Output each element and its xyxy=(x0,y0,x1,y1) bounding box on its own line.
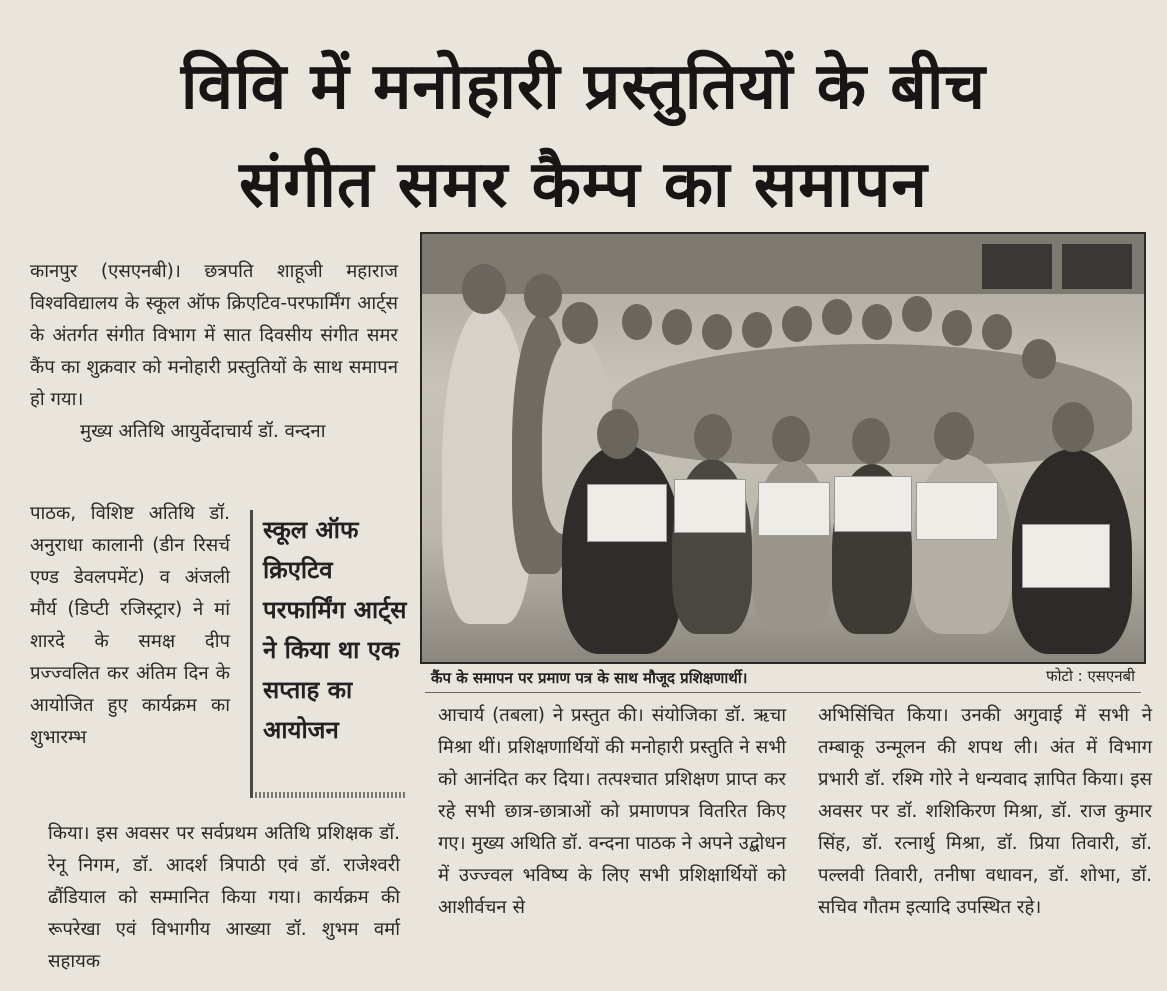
photo-head xyxy=(1052,402,1094,452)
photo-head xyxy=(562,302,598,344)
article-paragraph-2-start: मुख्य अतिथि आयुर्वेदाचार्य डॉ. वन्दना xyxy=(80,421,326,442)
photo-head xyxy=(702,314,732,350)
article-paragraph-1: कानपुर (एसएनबी)। छत्रपति शाहूजी महाराज विश्वविद्यालय के स्कूल ऑफ क्रिएटिव-परफार्मिंग आर्ट्स के अंतर्गत संगीत विभाग में सात दिवसीय संगीत समर कैंप का शुक्रवार को मनोहारी प्रस्तुतियों के साथ समापन हो गया। xyxy=(30,261,398,410)
photo-window xyxy=(1062,244,1132,289)
article-paragraph-col2: आचार्य (तबला) ने प्रस्तुत की। संयोजिका डॉ. ऋचा मिश्रा थीं। प्रशिक्षणार्थियों की मनोहारी प्रस्तुति ने सभी को आनंदित कर दिया। तत्पश्चात प्रशिक्षण प्राप्त कर रहे सभी छात्र-छात्राओं को प्रमाणपत्र वितरित किए गए। मुख्य अथिति डॉ. वन्दना पाठक ने अपने उद्बोधन में उज्ज्वल भविष्य के लिए सभी प्रशिक्षार्थियों को आशीर्वचन से xyxy=(438,705,786,918)
article-paragraph-2-end: किया। इस अवसर पर सर्वप्रथम अतिथि प्रशिक्षक डॉ. रेनू निगम, डॉ. आदर्श त्रिपाठी एवं डॉ. राजेश्वरी ढौंडियाल को सम्मानित किया गया। कार्यक्रम की रूपरेखा एवं विभागीय आख्या डॉ. शुभम वर्मा सहायक xyxy=(48,823,400,972)
group-photo xyxy=(420,232,1146,664)
article-column-3 xyxy=(818,700,1152,924)
photo-head xyxy=(462,264,506,314)
photo-certificate xyxy=(1022,524,1110,588)
photo-head xyxy=(982,314,1012,350)
photo-head xyxy=(942,310,972,346)
photo-person xyxy=(562,444,682,654)
pull-quote-rule xyxy=(255,792,405,798)
headline-line-1: विवि में मनोहारी प्रस्तुतियों के बीच xyxy=(180,50,987,124)
article-column-2 xyxy=(438,700,786,924)
article-column-1-bottom xyxy=(48,818,400,978)
photo-credit: फोटो : एसएनबी xyxy=(1046,667,1135,685)
photo-head xyxy=(862,304,892,340)
article-paragraph-2-mid: पाठक, विशिष्ट अतिथि डॉ. अनुराधा कालानी (डीन रिसर्च एण्ड डेवलपमेंट) व अंजली मौर्य (डिप्टी रजिस्ट्रार) ने मां शारदे के समक्ष दीप प्रज्ज्वलित कर अंतिम दिन के आयोजित हुए कार्यक्रम का शुभारम्भ xyxy=(30,503,230,748)
photo-certificate xyxy=(916,482,998,540)
photo-window xyxy=(982,244,1052,289)
photo-head xyxy=(742,312,772,348)
photo-head xyxy=(782,306,812,342)
photo-head xyxy=(772,416,810,462)
photo-head xyxy=(662,309,692,345)
headline-line-2: संगीत समर कैम्प का समापन xyxy=(239,148,928,222)
pull-quote: स्कूल ऑफ क्रिएटिव परफार्मिंग आर्ट्स ने किया था एक सप्ताह का आयोजन xyxy=(250,510,411,798)
article-paragraph-col3: अभिसिंचित किया। उनकी अगुवाई में सभी ने तम्बाकू उन्मूलन की शपथ ली। अंत में विभाग प्रभारी डॉ. रश्मि गोरे ने धन्यवाद ज्ञापित किया। इस अवसर पर डॉ. शशिकिरण मिश्रा, डॉ. राज कुमार सिंह, डॉ. रत्नार्थु मिश्रा, डॉ. प्रिया तिवारी, डॉ. पल्लवी तिवारी, तनीषा वधावन, डॉ. शोभा, डॉ. सचिव गौतम इत्यादि उपस्थित रहे। xyxy=(818,705,1152,918)
photo-head xyxy=(852,418,890,464)
photo-person xyxy=(912,454,1012,634)
photo-head xyxy=(694,414,732,460)
photo-caption-bar xyxy=(425,664,1141,692)
photo-head xyxy=(524,274,562,318)
photo-certificate xyxy=(674,479,746,533)
photo-certificate xyxy=(758,482,830,536)
photo-head xyxy=(822,299,852,335)
caption-rule xyxy=(425,692,1141,693)
photo-head xyxy=(597,409,639,459)
photo-head xyxy=(1022,339,1056,379)
photo-head xyxy=(622,304,652,340)
photo-head xyxy=(934,412,974,460)
photo-head xyxy=(902,296,932,332)
photo-certificate xyxy=(834,476,912,532)
photo-certificate xyxy=(587,484,667,542)
article-column-1-middle xyxy=(30,498,230,754)
photo-caption: कैंप के समापन पर प्रमाण पत्र के साथ मौजूद प्रशिक्षणार्थी। xyxy=(431,669,748,687)
article-column-1-top xyxy=(30,256,398,448)
